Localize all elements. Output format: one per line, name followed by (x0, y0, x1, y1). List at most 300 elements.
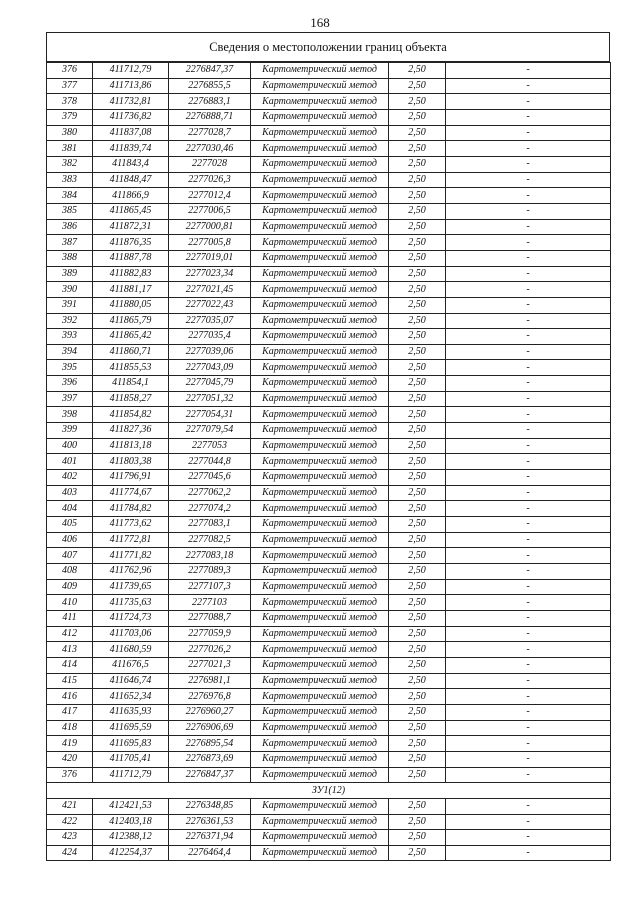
table-row (47, 610, 611, 626)
x-coordinate-cell: 412254,37 (93, 845, 169, 861)
table-row (47, 250, 611, 266)
description-cell: - (446, 751, 611, 767)
x-coordinate-cell: 411695,83 (93, 736, 169, 752)
description-cell: - (446, 219, 611, 235)
method-cell: Картометрический метод (251, 501, 389, 517)
table-row (47, 344, 611, 360)
x-coordinate-cell: 411813,18 (93, 438, 169, 454)
description-cell: - (446, 517, 611, 533)
description-cell: - (446, 814, 611, 830)
y-coordinate-cell: 2277059,9 (169, 626, 251, 642)
x-coordinate-cell: 411796,91 (93, 470, 169, 486)
coordinates-table-body-b (47, 798, 611, 861)
method-cell: Картометрический метод (251, 517, 389, 533)
point-number-cell: 383 (47, 172, 93, 188)
precision-cell: 2,50 (389, 188, 446, 204)
point-number-cell: 424 (47, 845, 93, 861)
x-coordinate-cell: 411695,59 (93, 720, 169, 736)
precision-cell: 2,50 (389, 266, 446, 282)
point-number-cell: 414 (47, 657, 93, 673)
precision-cell: 2,50 (389, 344, 446, 360)
description-cell: - (446, 689, 611, 705)
method-cell: Картометрический метод (251, 454, 389, 470)
method-cell: Картометрический метод (251, 610, 389, 626)
x-coordinate-cell: 411773,62 (93, 517, 169, 533)
table-row (47, 830, 611, 846)
y-coordinate-cell: 2277054,31 (169, 407, 251, 423)
point-number-cell: 396 (47, 376, 93, 392)
precision-cell: 2,50 (389, 94, 446, 110)
y-coordinate-cell: 2276895,54 (169, 736, 251, 752)
point-number-cell: 379 (47, 109, 93, 125)
precision-cell: 2,50 (389, 454, 446, 470)
method-cell: Картометрический метод (251, 407, 389, 423)
table-row (47, 125, 611, 141)
y-coordinate-cell: 2276960,27 (169, 704, 251, 720)
point-number-cell: 377 (47, 78, 93, 94)
precision-cell: 2,50 (389, 610, 446, 626)
table-row (47, 423, 611, 439)
point-number-cell: 391 (47, 297, 93, 313)
description-cell: - (446, 736, 611, 752)
table-row (47, 156, 611, 172)
method-cell: Картометрический метод (251, 814, 389, 830)
point-number-cell: 387 (47, 235, 93, 251)
y-coordinate-cell: 2277030,46 (169, 141, 251, 157)
precision-cell: 2,50 (389, 407, 446, 423)
y-coordinate-cell: 2277053 (169, 438, 251, 454)
method-cell: Картометрический метод (251, 470, 389, 486)
point-number-cell: 401 (47, 454, 93, 470)
precision-cell: 2,50 (389, 78, 446, 94)
table-row (47, 751, 611, 767)
x-coordinate-cell: 411865,45 (93, 203, 169, 219)
point-number-cell: 421 (47, 798, 93, 814)
precision-cell: 2,50 (389, 203, 446, 219)
point-number-cell: 376 (47, 767, 93, 783)
method-cell: Картометрический метод (251, 125, 389, 141)
precision-cell: 2,50 (389, 376, 446, 392)
point-number-cell: 410 (47, 595, 93, 611)
description-cell: - (446, 266, 611, 282)
description-cell: - (446, 798, 611, 814)
point-number-cell: 384 (47, 188, 93, 204)
y-coordinate-cell: 2276883,1 (169, 94, 251, 110)
precision-cell: 2,50 (389, 438, 446, 454)
table-row (47, 626, 611, 642)
x-coordinate-cell: 411772,81 (93, 532, 169, 548)
precision-cell: 2,50 (389, 798, 446, 814)
x-coordinate-cell: 411876,35 (93, 235, 169, 251)
point-number-cell: 381 (47, 141, 93, 157)
x-coordinate-cell: 411680,59 (93, 642, 169, 658)
point-number-cell: 423 (47, 830, 93, 846)
x-coordinate-cell: 411703,06 (93, 626, 169, 642)
method-cell: Картометрический метод (251, 798, 389, 814)
description-cell: - (446, 454, 611, 470)
point-number-cell: 380 (47, 125, 93, 141)
point-number-cell: 415 (47, 673, 93, 689)
table-row (47, 313, 611, 329)
description-cell: - (446, 830, 611, 846)
x-coordinate-cell: 411854,82 (93, 407, 169, 423)
description-cell: - (446, 203, 611, 219)
y-coordinate-cell: 2276976,8 (169, 689, 251, 705)
point-number-cell: 397 (47, 391, 93, 407)
method-cell: Картометрический метод (251, 188, 389, 204)
page-number: 168 (310, 15, 330, 30)
precision-cell: 2,50 (389, 767, 446, 783)
method-cell: Картометрический метод (251, 548, 389, 564)
precision-cell: 2,50 (389, 360, 446, 376)
x-coordinate-cell: 411646,74 (93, 673, 169, 689)
method-cell: Картометрический метод (251, 376, 389, 392)
table-row (47, 219, 611, 235)
method-cell: Картометрический метод (251, 830, 389, 846)
precision-cell: 2,50 (389, 329, 446, 345)
y-coordinate-cell: 2277012,4 (169, 188, 251, 204)
table-row (47, 360, 611, 376)
table-row (47, 704, 611, 720)
y-coordinate-cell: 2276888,71 (169, 109, 251, 125)
method-cell: Картометрический метод (251, 313, 389, 329)
x-coordinate-cell: 411855,53 (93, 360, 169, 376)
description-cell: - (446, 438, 611, 454)
method-cell: Картометрический метод (251, 156, 389, 172)
precision-cell: 2,50 (389, 517, 446, 533)
description-cell: - (446, 109, 611, 125)
y-coordinate-cell: 2276464,4 (169, 845, 251, 861)
point-number-cell: 404 (47, 501, 93, 517)
point-number-cell: 378 (47, 94, 93, 110)
y-coordinate-cell: 2277035,4 (169, 329, 251, 345)
description-cell: - (446, 548, 611, 564)
x-coordinate-cell: 411712,79 (93, 767, 169, 783)
precision-cell: 2,50 (389, 250, 446, 266)
table-row (47, 188, 611, 204)
precision-cell: 2,50 (389, 423, 446, 439)
description-cell: - (446, 141, 611, 157)
x-coordinate-cell: 411676,5 (93, 657, 169, 673)
description-cell: - (446, 845, 611, 861)
description-cell: - (446, 391, 611, 407)
y-coordinate-cell: 2276847,37 (169, 767, 251, 783)
x-coordinate-cell: 411881,17 (93, 282, 169, 298)
description-cell: - (446, 579, 611, 595)
method-cell: Картометрический метод (251, 219, 389, 235)
description-cell: - (446, 94, 611, 110)
point-number-cell: 409 (47, 579, 93, 595)
precision-cell: 2,50 (389, 125, 446, 141)
description-cell: - (446, 595, 611, 611)
point-number-cell: 402 (47, 470, 93, 486)
precision-cell: 2,50 (389, 313, 446, 329)
table-title: Сведения о местоположении границ объекта (46, 32, 610, 62)
method-cell: Картометрический метод (251, 704, 389, 720)
x-coordinate-cell: 411784,82 (93, 501, 169, 517)
description-cell: - (446, 532, 611, 548)
x-coordinate-cell: 411865,42 (93, 329, 169, 345)
y-coordinate-cell: 2276906,69 (169, 720, 251, 736)
y-coordinate-cell: 2276873,69 (169, 751, 251, 767)
point-number-cell: 422 (47, 814, 93, 830)
method-cell: Картометрический метод (251, 203, 389, 219)
x-coordinate-cell: 411827,36 (93, 423, 169, 439)
coordinates-table-body-a (47, 63, 611, 783)
point-number-cell: 395 (47, 360, 93, 376)
description-cell: - (446, 720, 611, 736)
precision-cell: 2,50 (389, 720, 446, 736)
table-row (47, 391, 611, 407)
table-row (47, 548, 611, 564)
method-cell: Картометрический метод (251, 564, 389, 580)
table-row (47, 203, 611, 219)
y-coordinate-cell: 2277082,5 (169, 532, 251, 548)
point-number-cell: 419 (47, 736, 93, 752)
x-coordinate-cell: 412403,18 (93, 814, 169, 830)
y-coordinate-cell: 2276361,53 (169, 814, 251, 830)
y-coordinate-cell: 2277005,8 (169, 235, 251, 251)
x-coordinate-cell: 411839,74 (93, 141, 169, 157)
x-coordinate-cell: 411762,96 (93, 564, 169, 580)
precision-cell: 2,50 (389, 673, 446, 689)
table-row (47, 78, 611, 94)
description-cell: - (446, 767, 611, 783)
method-cell: Картометрический метод (251, 438, 389, 454)
x-coordinate-cell: 412388,12 (93, 830, 169, 846)
description-cell: - (446, 626, 611, 642)
y-coordinate-cell: 2277079,54 (169, 423, 251, 439)
method-cell: Картометрический метод (251, 845, 389, 861)
point-number-cell: 400 (47, 438, 93, 454)
x-coordinate-cell: 411736,82 (93, 109, 169, 125)
point-number-cell: 386 (47, 219, 93, 235)
table-row (47, 63, 611, 79)
precision-cell: 2,50 (389, 141, 446, 157)
point-number-cell: 406 (47, 532, 93, 548)
table-row (47, 689, 611, 705)
precision-cell: 2,50 (389, 564, 446, 580)
precision-cell: 2,50 (389, 626, 446, 642)
description-cell: - (446, 501, 611, 517)
table-row (47, 266, 611, 282)
point-number-cell: 417 (47, 704, 93, 720)
precision-cell: 2,50 (389, 704, 446, 720)
point-number-cell: 376 (47, 63, 93, 79)
table-row (47, 642, 611, 658)
description-cell: - (446, 63, 611, 79)
point-number-cell: 388 (47, 250, 93, 266)
table-row (47, 564, 611, 580)
table-row (47, 329, 611, 345)
description-cell: - (446, 172, 611, 188)
point-number-cell: 385 (47, 203, 93, 219)
method-cell: Картометрический метод (251, 626, 389, 642)
method-cell: Картометрический метод (251, 344, 389, 360)
coordinates-table (46, 62, 611, 861)
table-row (47, 235, 611, 251)
y-coordinate-cell: 2277021,45 (169, 282, 251, 298)
method-cell: Картометрический метод (251, 642, 389, 658)
method-cell: Картометрический метод (251, 266, 389, 282)
description-cell: - (446, 156, 611, 172)
table-row (47, 517, 611, 533)
point-number-cell: 411 (47, 610, 93, 626)
point-number-cell: 418 (47, 720, 93, 736)
point-number-cell: 413 (47, 642, 93, 658)
description-cell: - (446, 125, 611, 141)
table-row (47, 454, 611, 470)
x-coordinate-cell: 411843,4 (93, 156, 169, 172)
table-row (47, 814, 611, 830)
description-cell: - (446, 329, 611, 345)
precision-cell: 2,50 (389, 814, 446, 830)
precision-cell: 2,50 (389, 156, 446, 172)
table-row (47, 297, 611, 313)
y-coordinate-cell: 2277023,34 (169, 266, 251, 282)
table-row (47, 673, 611, 689)
precision-cell: 2,50 (389, 297, 446, 313)
precision-cell: 2,50 (389, 751, 446, 767)
precision-cell: 2,50 (389, 485, 446, 501)
x-coordinate-cell: 411735,63 (93, 595, 169, 611)
precision-cell: 2,50 (389, 235, 446, 251)
y-coordinate-cell: 2276371,94 (169, 830, 251, 846)
method-cell: Картометрический метод (251, 250, 389, 266)
method-cell: Картометрический метод (251, 595, 389, 611)
y-coordinate-cell: 2277088,7 (169, 610, 251, 626)
method-cell: Картометрический метод (251, 579, 389, 595)
section-row-group (47, 783, 611, 799)
precision-cell: 2,50 (389, 595, 446, 611)
precision-cell: 2,50 (389, 845, 446, 861)
section-row (47, 783, 611, 799)
point-number-cell: 390 (47, 282, 93, 298)
y-coordinate-cell: 2277039,06 (169, 344, 251, 360)
point-number-cell: 412 (47, 626, 93, 642)
x-coordinate-cell: 411803,38 (93, 454, 169, 470)
y-coordinate-cell: 2277107,3 (169, 579, 251, 595)
description-cell: - (446, 250, 611, 266)
x-coordinate-cell: 411887,78 (93, 250, 169, 266)
y-coordinate-cell: 2277045,79 (169, 376, 251, 392)
description-cell: - (446, 407, 611, 423)
point-number-cell: 392 (47, 313, 93, 329)
description-cell: - (446, 470, 611, 486)
method-cell: Картометрический метод (251, 78, 389, 94)
table-row (47, 845, 611, 861)
point-number-cell: 394 (47, 344, 93, 360)
table-row (47, 501, 611, 517)
y-coordinate-cell: 2277026,3 (169, 172, 251, 188)
description-cell: - (446, 360, 611, 376)
precision-cell: 2,50 (389, 548, 446, 564)
description-cell: - (446, 297, 611, 313)
method-cell: Картометрический метод (251, 532, 389, 548)
precision-cell: 2,50 (389, 172, 446, 188)
x-coordinate-cell: 411865,79 (93, 313, 169, 329)
point-number-cell: 420 (47, 751, 93, 767)
precision-cell: 2,50 (389, 579, 446, 595)
method-cell: Картометрический метод (251, 297, 389, 313)
x-coordinate-cell: 411854,1 (93, 376, 169, 392)
method-cell: Картометрический метод (251, 141, 389, 157)
x-coordinate-cell: 411848,47 (93, 172, 169, 188)
x-coordinate-cell: 411872,31 (93, 219, 169, 235)
y-coordinate-cell: 2277074,2 (169, 501, 251, 517)
table-row (47, 579, 611, 595)
section-label: ЗУ1(12) (47, 783, 611, 799)
description-cell: - (446, 673, 611, 689)
table-row (47, 767, 611, 783)
y-coordinate-cell: 2277028 (169, 156, 251, 172)
y-coordinate-cell: 2277035,07 (169, 313, 251, 329)
method-cell: Картометрический метод (251, 485, 389, 501)
method-cell: Картометрический метод (251, 736, 389, 752)
table-row (47, 470, 611, 486)
y-coordinate-cell: 2277103 (169, 595, 251, 611)
y-coordinate-cell: 2277026,2 (169, 642, 251, 658)
precision-cell: 2,50 (389, 657, 446, 673)
point-number-cell: 408 (47, 564, 93, 580)
point-number-cell: 389 (47, 266, 93, 282)
x-coordinate-cell: 411880,05 (93, 297, 169, 313)
description-cell: - (446, 313, 611, 329)
y-coordinate-cell: 2277000,81 (169, 219, 251, 235)
method-cell: Картометрический метод (251, 360, 389, 376)
table-row (47, 376, 611, 392)
method-cell: Картометрический метод (251, 329, 389, 345)
description-cell: - (446, 642, 611, 658)
y-coordinate-cell: 2276847,37 (169, 63, 251, 79)
description-cell: - (446, 423, 611, 439)
table-row (47, 798, 611, 814)
precision-cell: 2,50 (389, 219, 446, 235)
description-cell: - (446, 485, 611, 501)
x-coordinate-cell: 411882,83 (93, 266, 169, 282)
description-cell: - (446, 78, 611, 94)
y-coordinate-cell: 2277089,3 (169, 564, 251, 580)
x-coordinate-cell: 412421,53 (93, 798, 169, 814)
table-row (47, 438, 611, 454)
y-coordinate-cell: 2277051,32 (169, 391, 251, 407)
method-cell: Картометрический метод (251, 657, 389, 673)
precision-cell: 2,50 (389, 830, 446, 846)
y-coordinate-cell: 2277043,09 (169, 360, 251, 376)
description-cell: - (446, 282, 611, 298)
y-coordinate-cell: 2277019,01 (169, 250, 251, 266)
table-row (47, 407, 611, 423)
y-coordinate-cell: 2277083,18 (169, 548, 251, 564)
table-row (47, 109, 611, 125)
x-coordinate-cell: 411739,65 (93, 579, 169, 595)
table-row (47, 657, 611, 673)
table-row (47, 532, 611, 548)
point-number-cell: 416 (47, 689, 93, 705)
method-cell: Картометрический метод (251, 767, 389, 783)
description-cell: - (446, 344, 611, 360)
x-coordinate-cell: 411860,71 (93, 344, 169, 360)
method-cell: Картометрический метод (251, 109, 389, 125)
method-cell: Картометрический метод (251, 751, 389, 767)
y-coordinate-cell: 2277022,43 (169, 297, 251, 313)
point-number-cell: 382 (47, 156, 93, 172)
table-row (47, 736, 611, 752)
x-coordinate-cell: 411635,93 (93, 704, 169, 720)
table-row (47, 94, 611, 110)
description-cell: - (446, 188, 611, 204)
precision-cell: 2,50 (389, 736, 446, 752)
